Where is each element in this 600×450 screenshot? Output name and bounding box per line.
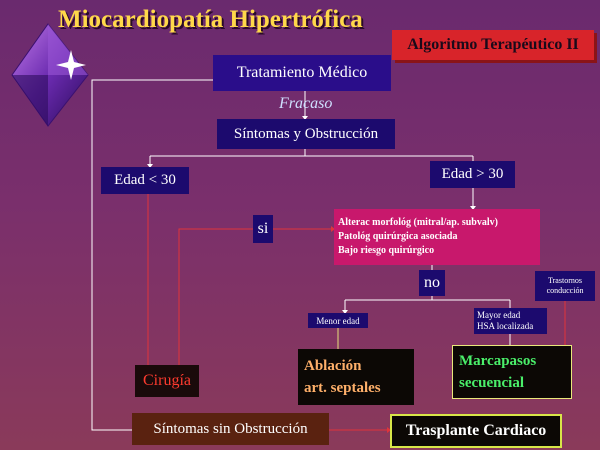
node-si: si (253, 215, 273, 243)
algorithm-badge: Algoritmo Terapéutico II (392, 30, 594, 60)
node-sintomas-obstruccion: Síntomas y Obstrucción (217, 119, 395, 149)
node-cirugia: Cirugía (135, 365, 199, 397)
node-no: no (419, 270, 445, 296)
node-marcapasos (452, 345, 572, 399)
node-trasplante-cardiaco (390, 414, 562, 448)
node-edad-mayor-30: Edad > 30 (430, 161, 515, 188)
criterio-item: Bajo riesgo quirúrgico (338, 245, 435, 256)
page-title: Miocardiopatía Hipertrófica (58, 6, 363, 33)
node-ablacion (298, 349, 414, 405)
mayor-edad-line: Mayor edad (477, 310, 521, 320)
node-trastornos-conduccion: Trastornos conducción (535, 271, 595, 301)
node-criterios (334, 209, 540, 265)
ablacion-line: Ablación (304, 358, 362, 374)
node-menor-edad: Menor edad (308, 313, 368, 328)
node-tratamiento-medico: Tratamiento Médico (213, 55, 391, 91)
hsa-localizada-line: HSA localizada (477, 321, 534, 331)
secuencial-line: secuencial (459, 375, 524, 391)
criterio-item: Patológ quirúrgica asociada (338, 231, 458, 242)
node-mayor-edad (474, 308, 547, 334)
art-septales-line: art. septales (304, 380, 381, 396)
node-edad-menor-30: Edad < 30 (101, 167, 189, 194)
criterio-item: Alterac morfológ (mitral/ap. subvalv) (338, 217, 498, 228)
trasplante-label: Trasplante Cardiaco (405, 422, 547, 439)
node-sintomas-sin-obstruccion: Síntomas sin Obstrucción (132, 413, 329, 445)
label-fracaso: Fracaso (279, 95, 333, 112)
marcapasos-line: Marcapasos (459, 353, 537, 369)
